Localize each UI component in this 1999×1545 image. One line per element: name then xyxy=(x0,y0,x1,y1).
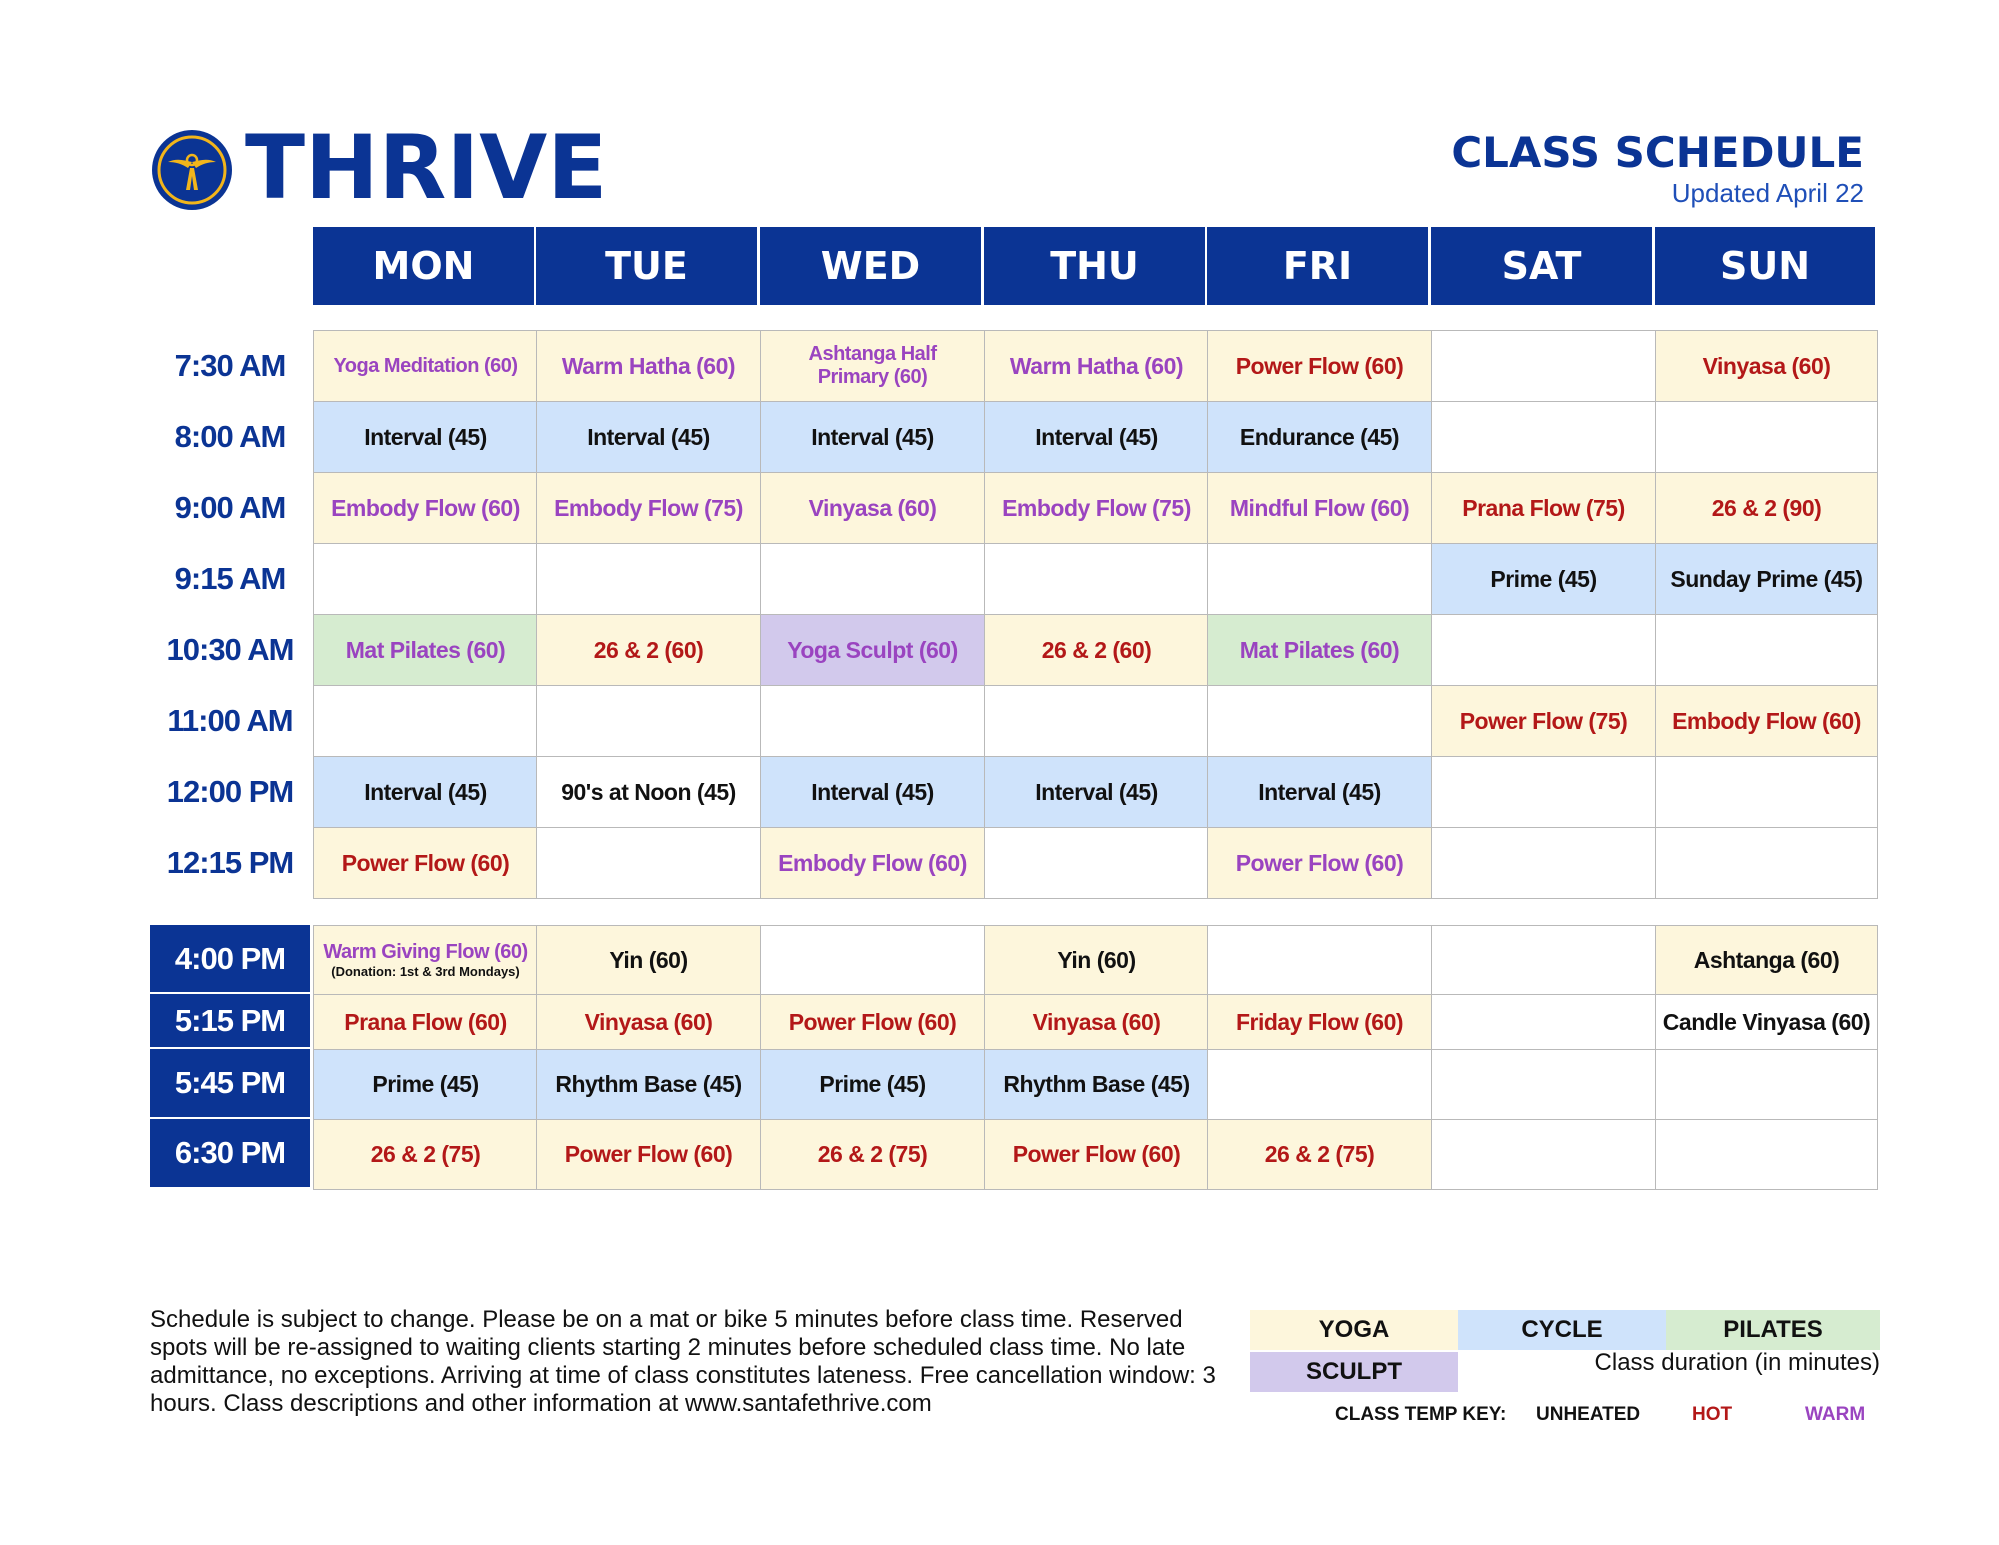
day-header-wed: WED xyxy=(760,227,984,305)
class-name: Power Flow (75) xyxy=(1459,707,1628,734)
class-name: Power Flow (60) xyxy=(788,1008,957,1035)
class-cell xyxy=(313,330,538,402)
legend-duration-note: Class duration (in minutes) xyxy=(1594,1349,1880,1376)
class-name: Embody Flow (60) xyxy=(778,849,967,876)
empty-cell xyxy=(1431,614,1656,686)
class-cell xyxy=(760,472,985,544)
class-cell xyxy=(1207,756,1432,828)
class-name: Yoga Sculpt (60) xyxy=(787,636,958,663)
thrive-emblem-icon xyxy=(150,128,234,212)
time-slot-label: 4:00 PM xyxy=(150,925,310,994)
class-name: Embody Flow (60) xyxy=(331,494,520,521)
time-slot-label: 10:30 AM xyxy=(166,631,294,667)
class-cell xyxy=(760,994,985,1050)
empty-cell xyxy=(1431,925,1656,995)
class-cell xyxy=(1655,543,1878,615)
class-name: 26 & 2 (90) xyxy=(1711,494,1822,521)
empty-cell xyxy=(1655,756,1878,828)
class-cell xyxy=(1207,401,1432,473)
class-name: Endurance (45) xyxy=(1239,423,1400,450)
time-slot-label: 6:30 PM xyxy=(150,1119,310,1189)
legend-sculpt: SCULPT xyxy=(1250,1352,1458,1392)
class-name: Rhythm Base (45) xyxy=(1003,1071,1190,1097)
class-cell xyxy=(1207,614,1432,686)
class-cell xyxy=(313,472,538,544)
class-name: Embody Flow (75) xyxy=(1002,494,1191,521)
day-header-sun: SUN xyxy=(1655,227,1878,305)
class-cell xyxy=(1207,827,1432,899)
temp-key-warm: WARM xyxy=(1805,1404,1866,1425)
class-name: Power Flow (60) xyxy=(564,1141,733,1167)
class-name: Embody Flow (75) xyxy=(554,494,743,521)
class-cell xyxy=(760,401,985,473)
class-name: Power Flow (60) xyxy=(1012,1141,1181,1167)
empty-cell xyxy=(760,925,985,995)
class-name: Interval (45) xyxy=(1258,778,1381,805)
class-name: Embody Flow (60) xyxy=(1672,707,1861,734)
day-header-mon: MON xyxy=(313,227,537,305)
legend-pilates: PILATES xyxy=(1666,1310,1880,1350)
class-cell xyxy=(760,827,985,899)
class-cell xyxy=(1655,472,1878,544)
time-slot-label: 12:00 PM xyxy=(166,773,294,809)
empty-cell xyxy=(1431,1049,1656,1120)
temp-key-label: CLASS TEMP KEY: xyxy=(1335,1404,1507,1425)
time-slot-label: 8:00 AM xyxy=(174,418,286,454)
class-cell xyxy=(1207,330,1432,402)
class-cell xyxy=(313,756,538,828)
class-name: Rhythm Base (45) xyxy=(555,1071,742,1097)
class-cell xyxy=(984,1049,1209,1120)
time-slot-label: 5:45 PM xyxy=(150,1049,310,1119)
empty-cell xyxy=(1431,827,1656,899)
class-cell xyxy=(984,472,1209,544)
class-cell xyxy=(313,827,538,899)
empty-cell xyxy=(1655,1119,1878,1190)
class-cell xyxy=(313,1049,538,1120)
class-name: Power Flow (60) xyxy=(1235,352,1404,379)
page-title: CLASS SCHEDULE xyxy=(1451,128,1864,177)
class-name: Yin (60) xyxy=(609,946,688,973)
time-slot-label: 5:15 PM xyxy=(150,994,310,1049)
empty-cell xyxy=(1655,614,1878,686)
class-cell xyxy=(313,401,538,473)
class-name: Ashtanga Half xyxy=(808,343,937,365)
class-cell xyxy=(536,472,761,544)
class-name: Power Flow (60) xyxy=(1235,849,1404,876)
class-name: Prana Flow (75) xyxy=(1462,494,1625,521)
class-cell xyxy=(1431,543,1656,615)
temp-key-unheated: UNHEATED xyxy=(1536,1404,1641,1425)
temp-key-hot: HOT xyxy=(1692,1404,1733,1425)
class-name: Vinyasa (60) xyxy=(808,494,937,521)
empty-cell xyxy=(984,827,1209,899)
class-name-line2: Primary (60) xyxy=(817,366,928,388)
day-header-thu: THU xyxy=(984,227,1208,305)
empty-cell xyxy=(536,685,761,757)
class-cell xyxy=(536,1049,761,1120)
day-header-sat: SAT xyxy=(1431,227,1655,305)
class-cell xyxy=(760,1049,985,1120)
empty-cell xyxy=(313,685,538,757)
class-cell xyxy=(1655,925,1878,995)
class-name: Prime (45) xyxy=(1490,565,1597,592)
class-name: Mat Pilates (60) xyxy=(1239,636,1400,663)
empty-cell xyxy=(760,685,985,757)
class-name: Prime (45) xyxy=(819,1071,926,1097)
empty-cell xyxy=(1655,1049,1878,1120)
class-cell xyxy=(760,756,985,828)
class-cell xyxy=(984,994,1209,1050)
class-name: Interval (45) xyxy=(1035,423,1158,450)
class-cell xyxy=(984,330,1209,402)
class-name: 26 & 2 (75) xyxy=(1264,1141,1375,1167)
class-name: Mindful Flow (60) xyxy=(1229,494,1410,521)
time-slot-label: 9:15 AM xyxy=(174,560,286,596)
empty-cell xyxy=(313,543,538,615)
class-name: 26 & 2 (60) xyxy=(1041,636,1152,663)
class-name: Mat Pilates (60) xyxy=(345,636,506,663)
class-cell xyxy=(760,330,985,402)
class-cell xyxy=(1655,685,1878,757)
empty-cell xyxy=(1655,401,1878,473)
class-name: Vinyasa (60) xyxy=(1702,352,1831,379)
class-cell xyxy=(760,614,985,686)
class-cell xyxy=(536,330,761,402)
class-cell xyxy=(1207,994,1432,1050)
empty-cell xyxy=(760,543,985,615)
class-name: 26 & 2 (60) xyxy=(593,636,704,663)
empty-cell xyxy=(1207,925,1432,995)
class-cell xyxy=(984,925,1209,995)
class-cell xyxy=(984,1119,1209,1190)
class-cell xyxy=(536,756,761,828)
class-cell xyxy=(760,1119,985,1190)
class-name: Interval (45) xyxy=(1035,778,1158,805)
class-cell xyxy=(536,994,761,1050)
legend-cycle: CYCLE xyxy=(1458,1310,1666,1350)
class-name: Vinyasa (60) xyxy=(584,1008,713,1035)
class-name: Interval (45) xyxy=(587,423,710,450)
class-name: Prana Flow (60) xyxy=(344,1008,507,1035)
class-name: Vinyasa (60) xyxy=(1032,1008,1161,1035)
class-cell xyxy=(536,925,761,995)
time-slot-label: 9:00 AM xyxy=(174,489,286,525)
class-name: Friday Flow (60) xyxy=(1235,1008,1404,1035)
class-name: Warm Hatha (60) xyxy=(561,352,736,379)
class-name: Power Flow (60) xyxy=(341,849,510,876)
class-cell xyxy=(984,401,1209,473)
empty-cell xyxy=(1655,827,1878,899)
empty-cell xyxy=(1431,401,1656,473)
class-note: (Donation: 1st & 3rd Mondays) xyxy=(331,963,520,979)
class-cell xyxy=(984,756,1209,828)
empty-cell xyxy=(536,543,761,615)
class-name: Interval (45) xyxy=(811,778,934,805)
legend-yoga: YOGA xyxy=(1250,1310,1458,1350)
updated-date: Updated April 22 xyxy=(1671,178,1864,208)
class-cell xyxy=(313,994,538,1050)
class-cell xyxy=(1655,994,1878,1050)
class-name: Warm Hatha (60) xyxy=(1009,352,1184,379)
class-name: 26 & 2 (75) xyxy=(817,1141,928,1167)
empty-cell xyxy=(984,543,1209,615)
empty-cell xyxy=(1431,994,1656,1050)
empty-cell xyxy=(984,685,1209,757)
class-cell xyxy=(536,401,761,473)
class-name: Ashtanga (60) xyxy=(1693,946,1840,973)
class-name: Prime (45) xyxy=(372,1071,479,1097)
class-cell xyxy=(536,614,761,686)
class-cell xyxy=(1207,1119,1432,1190)
day-header-fri: FRI xyxy=(1207,227,1431,305)
empty-cell xyxy=(1207,1049,1432,1120)
class-cell xyxy=(313,614,538,686)
class-name: Warm Giving Flow (60) xyxy=(323,940,528,963)
time-slot-label: 12:15 PM xyxy=(166,844,294,880)
empty-cell xyxy=(1431,330,1656,402)
class-name: Interval (45) xyxy=(364,778,487,805)
empty-cell xyxy=(536,827,761,899)
class-name: Yoga Meditation (60) xyxy=(333,354,518,377)
empty-cell xyxy=(1207,543,1432,615)
class-name: Interval (45) xyxy=(364,423,487,450)
class-cell xyxy=(1655,330,1878,402)
brand-name: THRIVE xyxy=(245,116,608,219)
class-cell xyxy=(984,614,1209,686)
empty-cell xyxy=(1431,756,1656,828)
empty-cell xyxy=(1431,1119,1656,1190)
class-name: Sunday Prime (45) xyxy=(1670,565,1863,592)
class-name: 26 & 2 (75) xyxy=(370,1141,481,1167)
class-cell xyxy=(313,925,538,995)
empty-cell xyxy=(1207,685,1432,757)
class-cell xyxy=(536,1119,761,1190)
schedule-disclaimer: Schedule is subject to change. Please be on a mat or bike 5 minutes before class time. Reserved spots will be re-assigned to waiting clients starting 2 minutes before scheduled class time. No late admittance, no exceptions. Arriving at time of class constitutes lateness. Free cancellation window: 3 hours. Class descriptions and other information at www.santafethrive.com xyxy=(150,1306,1216,1417)
class-name: Yin (60) xyxy=(1057,946,1136,973)
class-name: 90's at Noon (45) xyxy=(561,778,736,805)
class-cell xyxy=(1207,472,1432,544)
class-cell xyxy=(1431,685,1656,757)
time-slot-label: 7:30 AM xyxy=(174,347,286,383)
class-name: Interval (45) xyxy=(811,423,934,450)
time-slot-label: 11:00 AM xyxy=(167,702,293,738)
day-header-tue: TUE xyxy=(536,227,760,305)
class-cell xyxy=(313,1119,538,1190)
class-name: Candle Vinyasa (60) xyxy=(1662,1008,1871,1035)
class-cell xyxy=(1431,472,1656,544)
